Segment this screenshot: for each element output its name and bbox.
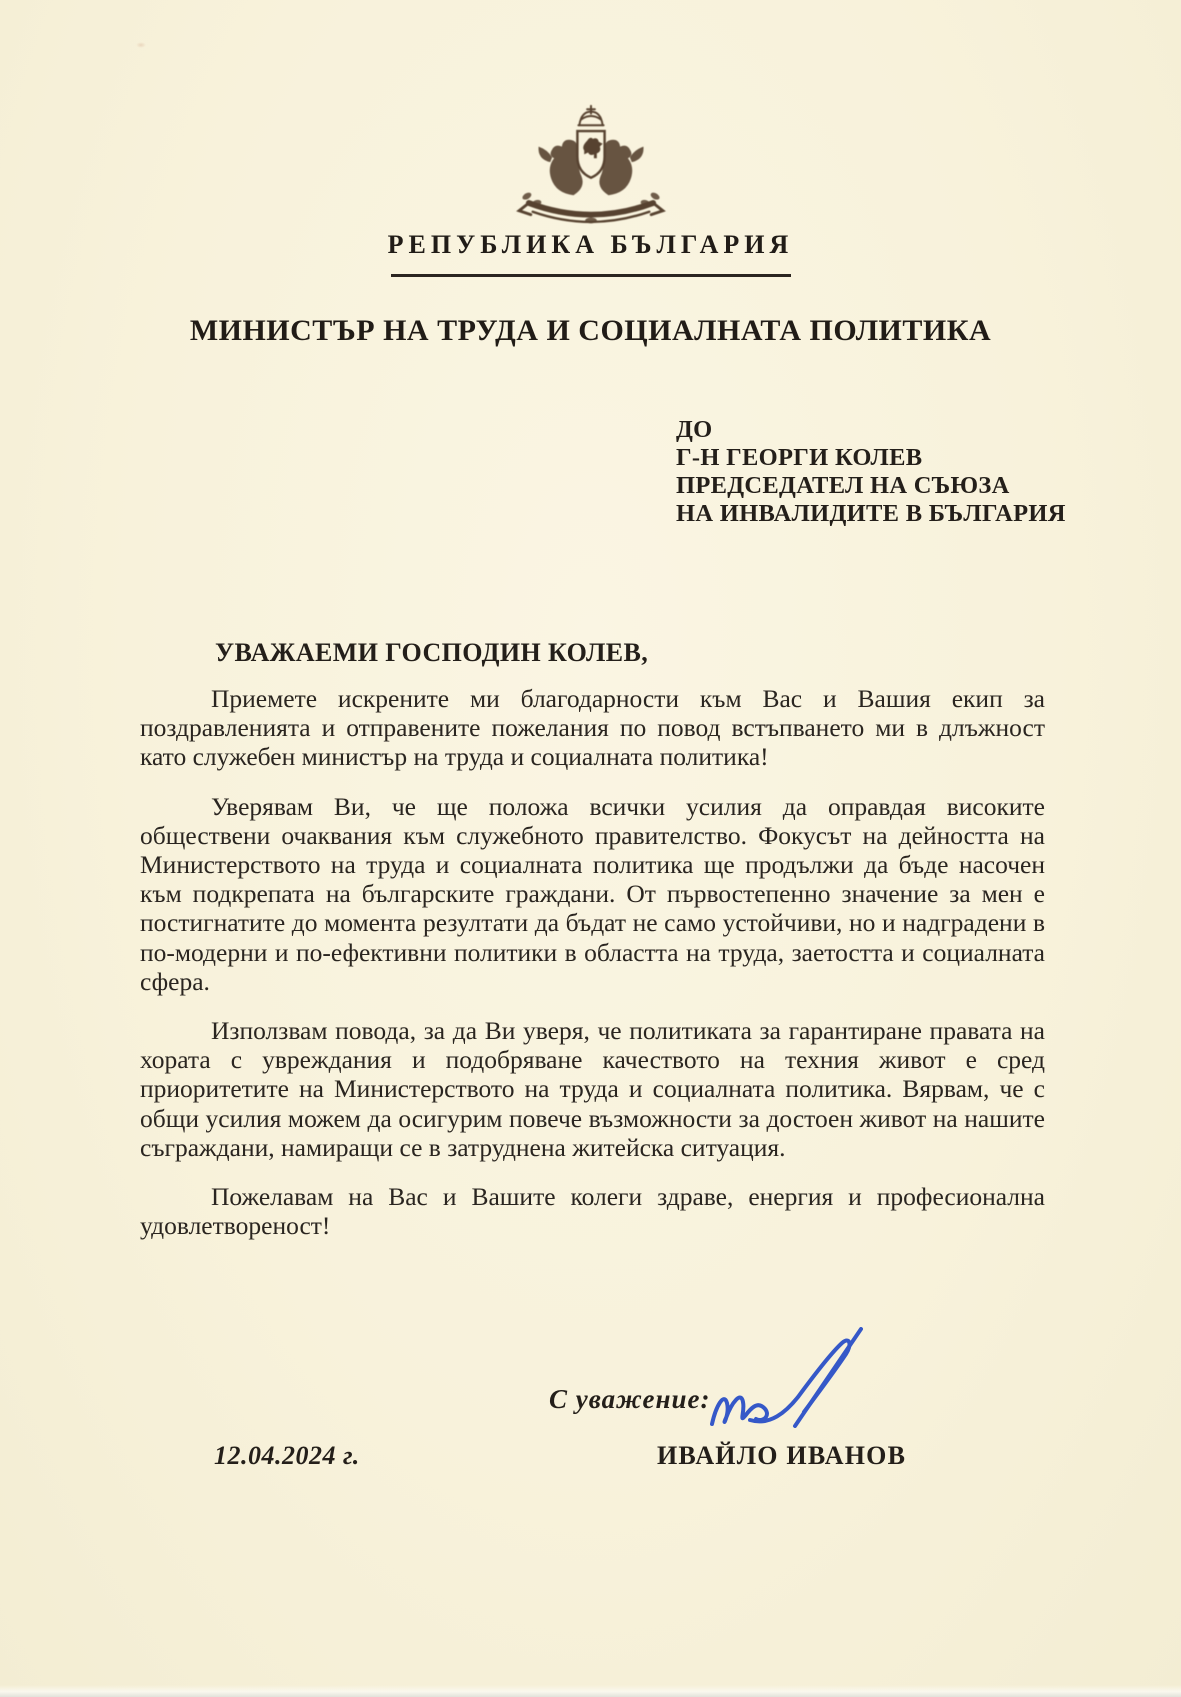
signer-name: ИВАЙЛО ИВАНОВ bbox=[657, 1441, 907, 1470]
scan-bottom-edge bbox=[0, 1685, 1181, 1697]
letter-body bbox=[140, 684, 1045, 1260]
recipient-line: Г-Н ГЕОРГИ КОЛЕВ bbox=[676, 444, 923, 471]
title-rule bbox=[391, 274, 791, 277]
salutation: УВАЖАЕМИ ГОСПОДИН КОЛЕВ, bbox=[215, 638, 649, 667]
letter-paragraph: Приемете искрените ми благодарности към Вас и Вашия екип за поздравленията и отправените пожелания по повод встъпването ми в длъжност като служебен министър на труда и социалната политика! bbox=[140, 684, 1045, 772]
recipient-block bbox=[676, 416, 1066, 528]
recipient-line: ПРЕДСЕДАТЕЛ НА СЪЮЗА bbox=[676, 472, 1010, 499]
recipient-line: ДО bbox=[676, 416, 713, 443]
ministry-title: МИНИСТЪР НА ТРУДА И СОЦИАЛНАТА ПОЛИТИКА bbox=[189, 314, 992, 347]
valediction: С уважение: bbox=[549, 1384, 711, 1414]
letter-paragraph: Уверявам Ви, че ще положа всички усилия да оправдая високите обществени очаквания към служебното правителство. Фокусът на дейността на Министерството на труда и социалната политика ще продължи да бъде насочен към подкрепата на българските граждани. От първостепенно значение за мен е постигнатите до момента резултати да бъдат не само устойчиви, но и надградени в по-модерни и по-ефективни политики в областта на труда, заетостта и социалната сфера. bbox=[140, 791, 1045, 996]
letter-paragraph: Използвам повода, за да Ви уверя, че политиката за гарантиране правата на хората с увреждания и подобряване качеството на техния живот е сред приоритетите на Министерството на труда и социалната политика. Вярвам, че с общи усилия можем да осигурим повече възможности за достоен живот на нашите съграждани, намиращи се в затруднена житейска ситуация. bbox=[140, 1016, 1045, 1162]
bulgaria-coat-of-arms-icon bbox=[493, 100, 689, 236]
republic-title: РЕПУБЛИКА БЪЛГАРИЯ bbox=[387, 230, 794, 259]
letter-paragraph: Пожелавам на Вас и Вашите колеги здраве, енергия и професионална удовлетвореност! bbox=[140, 1182, 1045, 1241]
scan-artifact bbox=[136, 42, 146, 48]
recipient-line: НА ИНВАЛИДИТЕ В БЪЛГАРИЯ bbox=[676, 500, 1066, 527]
letter-date: 12.04.2024 г. bbox=[214, 1441, 360, 1470]
